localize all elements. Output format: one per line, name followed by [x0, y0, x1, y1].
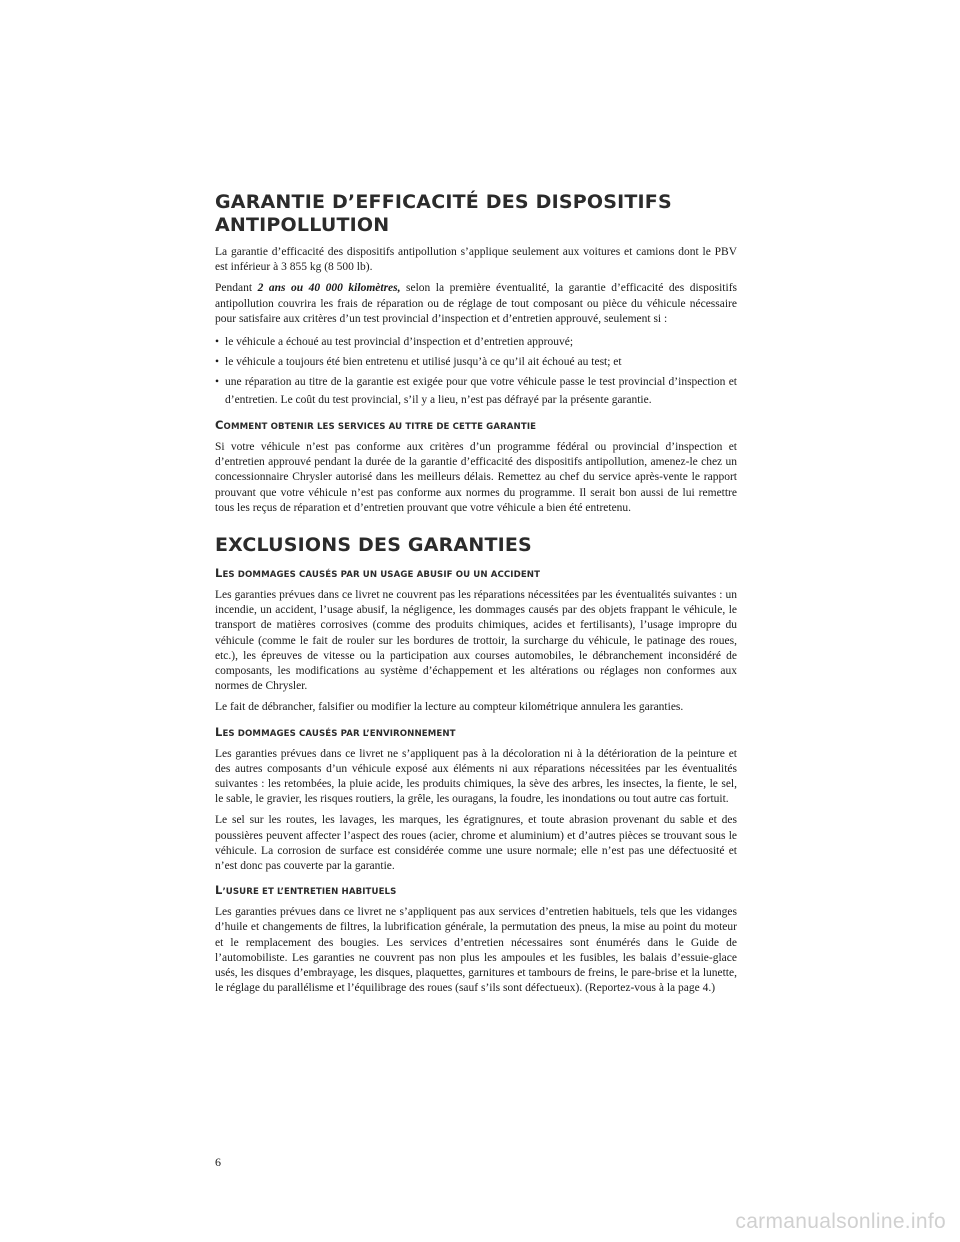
document-page: [215, 191, 737, 1003]
subheading-initial: L: [215, 883, 223, 898]
section-title-emissions-warranty: [215, 191, 737, 237]
paragraph-environment: Les garanties prévues dans ce livret ne s’appliquent pas à la décoloration ni à la détérioration de la peinture et des autres composants d’un véhicule exposé aux éléments ni aux réparations nécessitées par les éventualités suivantes : les retombées, la pluie acide, les produits chimiques, la sève des arbres, les insectes, la fiente, le sel, le sable, le gravier, les risques routiers, la grêle, les ouragans, la foudre, les inondations ou tout autre cas fortuit.: [215, 747, 737, 806]
paragraph-wear-maintenance: Les garanties prévues dans ce livret ne s’appliquent pas aux services d’entretien habituels, tels que les vidanges d’huile et changements de filtres, la lubrification générale, la permutation des pneus, la mise au point du moteur et le remplacement des bougies. Les services d’entretien nécessaires sont énumérés dans le Guide de l’automobiliste. Les garanties ne couvrent pas non plus les ampoules et les fusibles, les balais d’essuie-glace usés, les disques d’embrayage, les disques, plaquettes, garnitures et tambours de freins, le pare-brise et la lunette, le réglage du parallélisme et l’équilibrage des roues (sauf s’ils sont défectueux). (Reportez-vous à la page 4.): [215, 906, 737, 995]
coverage-lead: Pendant: [215, 282, 258, 295]
list-item: • le véhicule a échoué au test provincial d’inspection et d’entretien approuvé;: [215, 333, 737, 351]
subheading-wear-maintenance: [215, 884, 737, 898]
list-item: • une réparation au titre de la garantie est exigée pour que votre véhicule passe le test provincial d’inspection et d’entretien. Le coût du test provincial, s’il y a lieu, n’est pas défrayé par la présente garantie.: [215, 373, 737, 409]
subheading-text: ES DOMMAGES CAUSÉS PAR L’ENVIRONNEMENT: [222, 728, 456, 739]
subheading-initial: L: [215, 724, 223, 739]
watermark: carmanualsonline.info: [735, 1210, 946, 1233]
subheading-text: ’USURE ET L’ENTRETIEN HABITUELS: [222, 887, 397, 898]
section-title-exclusions: EXCLUSIONS DES GARANTIES: [215, 534, 532, 557]
subheading-text: OMMENT OBTENIR LES SERVICES AU TITRE DE CETTE GARANTIE: [223, 422, 537, 433]
subheading-environment: [215, 726, 737, 740]
coverage-rest: selon la première éventualité, la garantie d’efficacité des dispositifs antipollution couvrira les frais de réparation ou de réglage de tout composant ou pièce du véhicule nécessaire pour satisfaire aux critères d’un test provincial d’inspection et d’entretien approuvé, seulement si :: [215, 282, 737, 325]
paragraph-coverage: [215, 281, 737, 327]
subheading-initial: C: [215, 418, 224, 433]
subheading-text: ES DOMMAGES CAUSÉS PAR UN USAGE ABUSIF OU UN ACCIDENT: [222, 570, 541, 581]
subheading-how-to-obtain-service: [215, 419, 737, 433]
subheading-abuse-accident: [215, 567, 737, 581]
paragraph-scope: La garantie d’efficacité des dispositifs antipollution s’applique seulement aux voitures et camions dont le PBV est inférieur à 3 855 kg (8 500 lb).: [215, 246, 737, 274]
page-number: 6: [215, 1155, 221, 1169]
coverage-duration: 2 ans ou 40 000 kilomètres,: [257, 282, 401, 295]
title-line-2: ANTIPOLLUTION: [215, 214, 390, 236]
paragraph-road-salt: Le sel sur les routes, les lavages, les marques, les égratignures, et toute abrasion provenant du sable et des poussières peuvent affecter l’aspect des roues (acier, chrome et aluminium) et d’autres pièces se trouvant sous le véhicule. La corrosion de surface est considérée comme une usure normale; elle n’est pas une défectuosité et n’est donc pas couverte par la garantie.: [215, 814, 737, 873]
title-line-1: GARANTIE D’EFFICACITÉ DES DISPOSITIFS: [215, 191, 672, 213]
subheading-initial: L: [215, 566, 223, 581]
paragraph-abuse-accident: Les garanties prévues dans ce livret ne couvrent pas les réparations nécessitées par les éventualités suivantes : un incendie, un accident, l’usage abusif, la négligence, les dommages causés par des objets frappant le véhicule, le transport de matières corrosives (comme des produits chimiques, acides et fertilisants), l’usage impropre du véhicule (comme le fait de rouler sur les bordures de trottoir, la surcharge du véhicule, le patinage des roues, etc.), les épreuves de vitesse ou la participation aux courses automobiles, le débranchement inconsidéré de composants, les modifications au système d’échappement et les altérations ou réglages non conformes aux normes de Chrysler.: [215, 589, 737, 693]
coverage-conditions-list: [215, 333, 737, 409]
paragraph-obtain-service: Si votre véhicule n’est pas conforme aux critères d’un programme fédéral ou provincial d’inspection et d’entretien approuvé pendant la durée de la garantie d’efficacité des dispositifs antipollution, amenez-le chez un concessionnaire Chrysler autorisé dans les meilleurs délais. Remettez au chef du service après-vente le rapport prouvant que votre véhicule n’est pas conforme aux normes du programme. Il serait bon aussi de lui remettre tous les reçus de réparation et d’entretien prouvant que votre véhicule a bien été entretenu.: [215, 441, 737, 514]
paragraph-odometer: Le fait de débrancher, falsifier ou modifier la lecture au compteur kilométrique annulera les garanties.: [215, 701, 684, 714]
list-item: • le véhicule a toujours été bien entretenu et utilisé jusqu’à ce qu’il ait échoué au test; et: [215, 353, 737, 371]
